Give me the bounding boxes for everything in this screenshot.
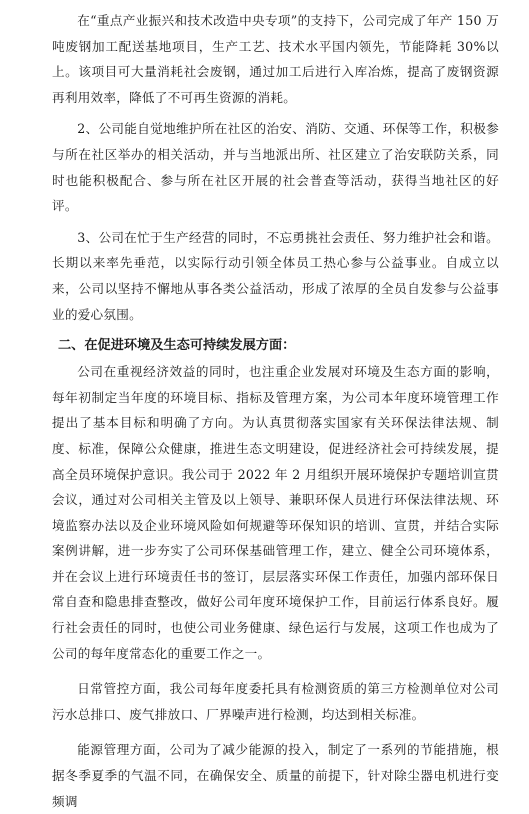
paragraph-public-welfare: 3、公司在忙于生产经营的同时，不忘勇挑社会责任、努力维护社会和谐。长期以来率先垂范，以实际行动引领全体员工热心参与公益事业。自成立以来，公司以坚持不懈地从事各类公益活动，形成了浓厚的全员自发参与公益事业的爱心氛围。 [52,229,499,322]
section-heading-environment: 二、在促进环境及生态可持续发展方面： [58,338,296,354]
paragraph-daily-control: 日常管控方面，我公司每年度委托具有检测资质的第三方检测单位对公司污水总排口、废气排放口、厂界噪声进行检测，均达到相关标准。 [52,681,499,722]
paragraph-energy-management: 能源管理方面，公司为了减少能源的投入，制定了一系列的节能措施，根据冬季夏季的气温不同，在确保安全、质量的前提下，针对除尘器电机进行变频调 [52,742,499,809]
paragraph-environment: 公司在重视经济效益的同时，也注重企业发展对环境及生态方面的影响，每年初制定当年度的环境目标、指标及管理方案，为公司本年度环境管理工作提出了基本目标和明确了方向。为认真贯彻落实国家有关环保法律法规、制度、标准，保障公众健康，推进生态文明建设，促进经济社会可持续发展，提高全员环境保护意识。我公司于 2022 年 2 月组织开展环境保护专题培训宣贯会议，通过对公司相关主管及以上领导、兼职环保人员进行环保法律法规、环境监察办法以及企业环境风险如何规避等环保知识的培训、宣贯，并结合实际案例讲解，进一步夯实了公司环保基础管理工作，建立、健全公司环境体系，并在会议上进行环境责任书的签订，层层落实环保工作责任，加强内部环保日常自查和隐患排查整改，做好公司年度环境保护工作，目前运行体系良好。履行社会责任的同时，也使公司业务健康、绿色运行与发展，这项工作也成为了公司的每年度常态化的重要工作之一。 [52,364,499,661]
paragraph-project: 在“重点产业振兴和技术改造中央专项”的支持下，公司完成了年产 150 万吨废钢加工配送基地项目，生产工艺、技术水平国内领先，节能降耗 30%以上。该项目可大量消耗社会废钢，通过加工后进行入库冶炼，提高了废钢资源再利用效率，降低了不可再生资源的消耗。 [52,13,499,105]
paragraph-community: 2、公司能自觉地维护所在社区的治安、消防、交通、环保等工作，积极参与所在社区举办的相关活动，并与当地派出所、社区建立了治安联防关系，同时也能积极配合、参与所在社区开展的社会普查等活动，获得当地社区的好评。 [52,121,499,214]
